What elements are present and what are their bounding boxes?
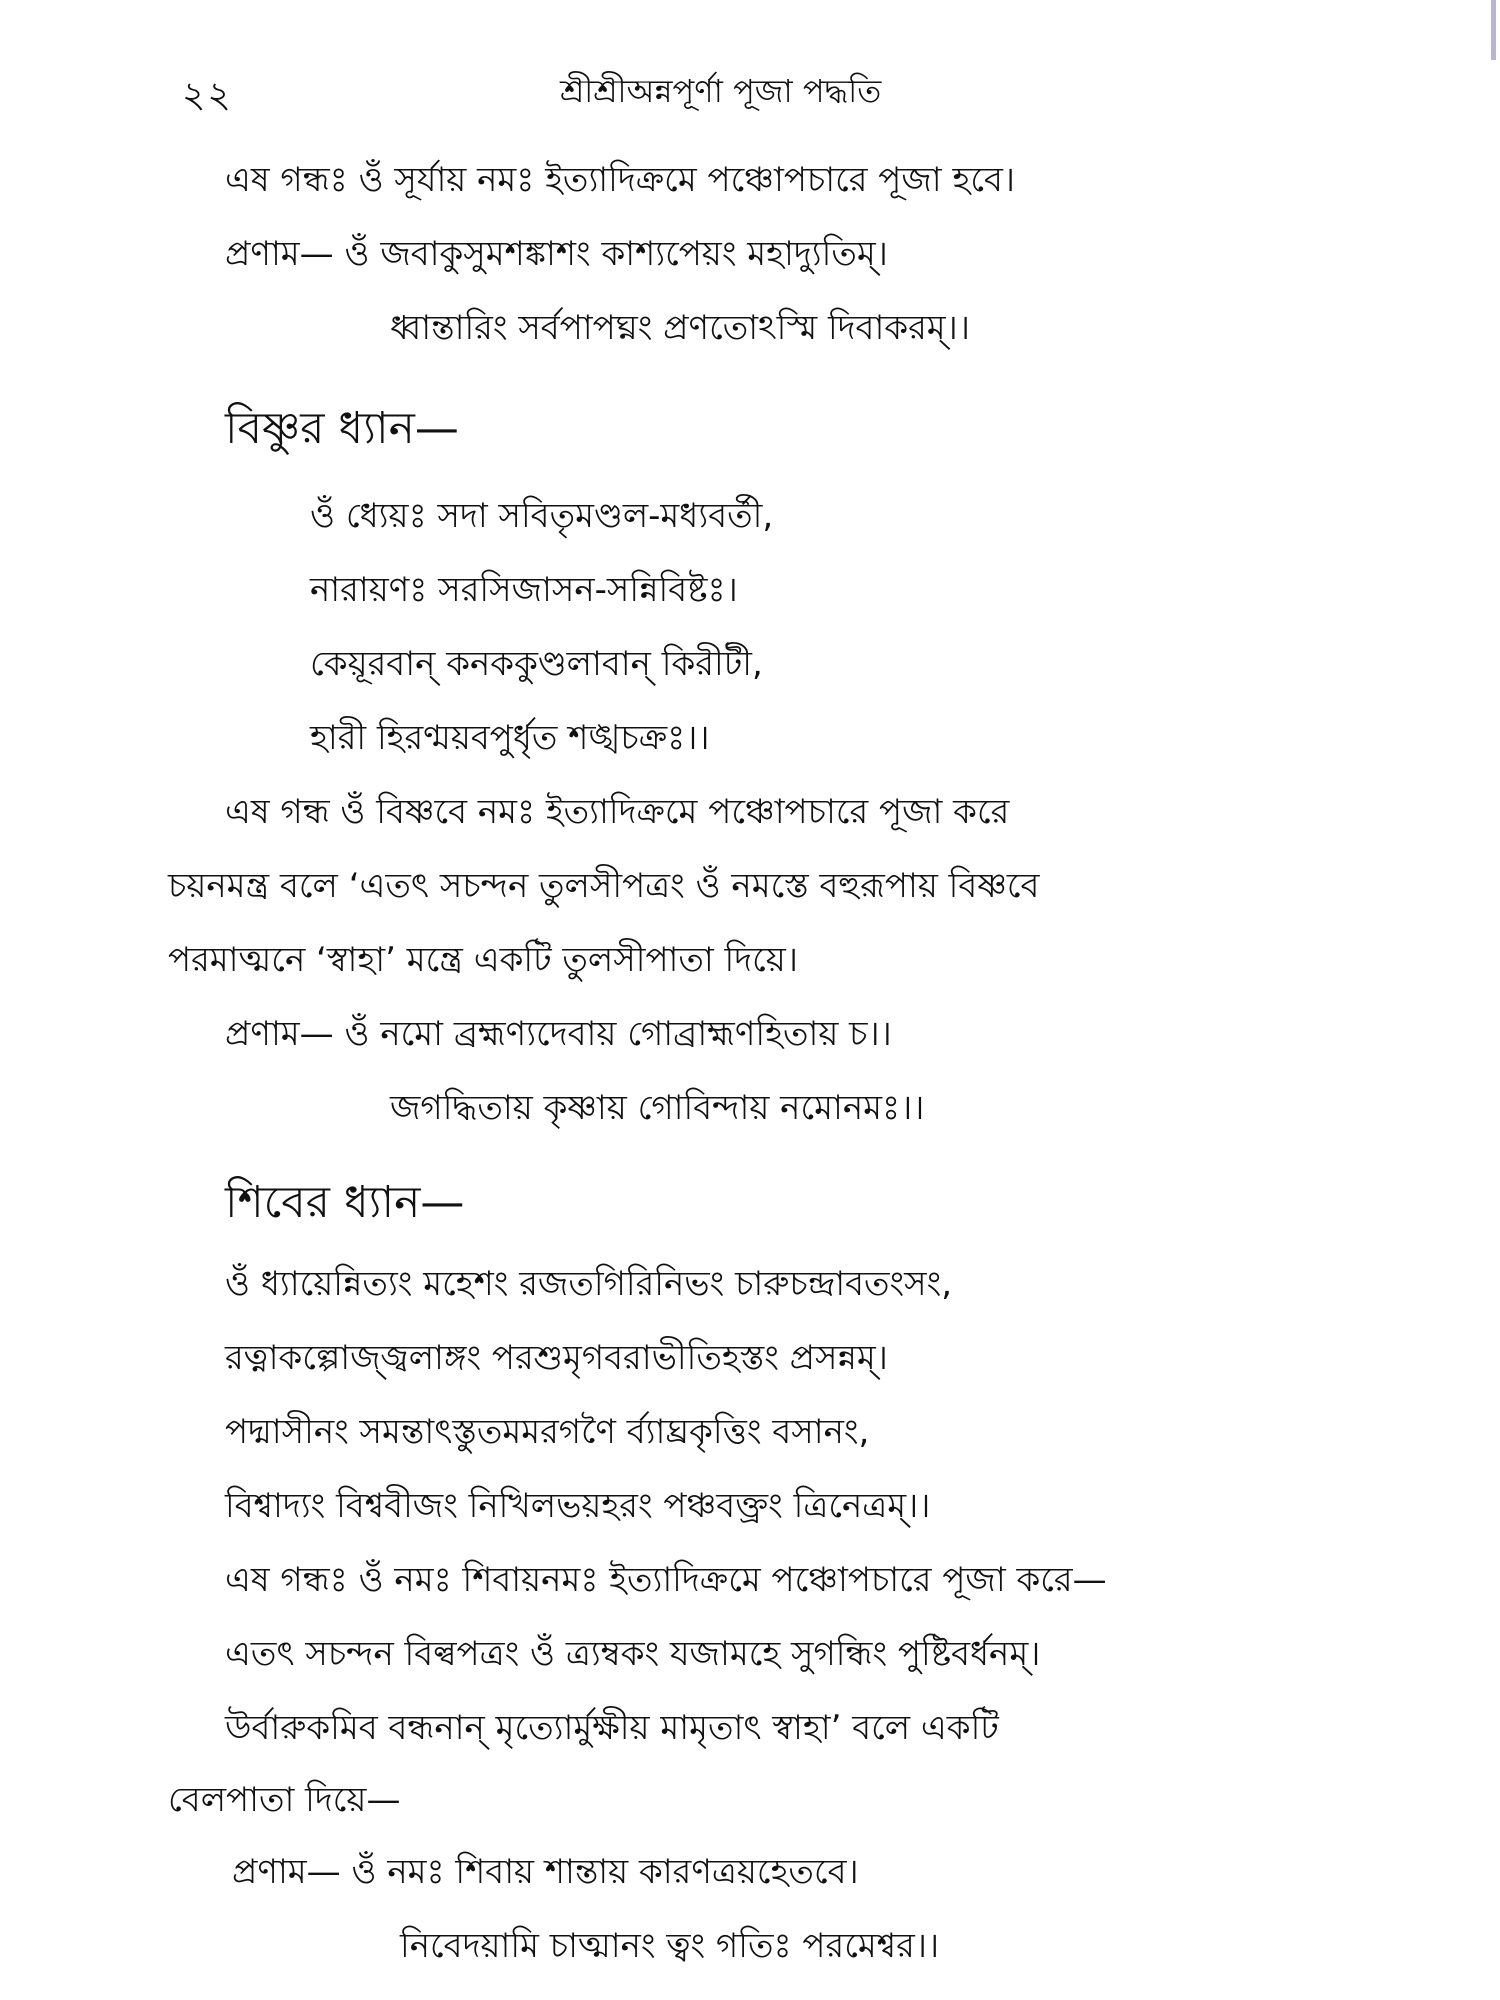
shiva-dhyan-line: রত্নাকল্পোজ্জ্বলাঙ্গং পরশুমৃগবরাভীতিহস্তং প্রসন্নম্।	[225, 1338, 888, 1378]
vishnu-dhyan-heading: বিষ্ণুর ধ্যান—	[225, 403, 459, 454]
vishnu-instruction-line: পরমাত্মনে ‘স্বাহা’ মন্ত্রে একটি তুলসীপাতা দিয়ে।	[168, 940, 798, 980]
shiva-pranam-line-2: নিবেদয়ামি চাত্মানং ত্বং গতিঃ পরমেশ্বর।।	[400, 1926, 940, 1966]
edge-mark	[1491, 0, 1496, 60]
shiva-dhyan-line: ওঁ ধ্যায়েন্নিত্যং মহেশং রজতগিরিনিভং চারুচন্দ্রাবতংসং,	[225, 1264, 953, 1304]
vishnu-pranam-line-2: জগদ্ধিতায় কৃষ্ণায় গোবিন্দায় নমোনমঃ।।	[390, 1088, 925, 1128]
shiva-dhyan-heading: শিবের ধ্যান—	[225, 1177, 465, 1228]
surya-pranam-line: প্রণাম— ওঁ জবাকুসুমশঙ্কাশং কাশ্যপেয়ং মহাদ্যুতিম্।	[225, 234, 888, 274]
shiva-instruction-line: এষ গন্ধঃ ওঁ নমঃ শিবায়নমঃ ইত্যাদিক্রমে পঞ্চোপচারে পূজা করে—	[225, 1560, 1107, 1600]
surya-pranam-line-2: ধ্বান্তারিং সর্বপাপঘ্নং প্রণতোঽস্মি দিবাকরম্।।	[390, 308, 971, 348]
running-title: শ্রীশ্রীঅন্নপূর্ণা পূজা পদ্ধতি	[560, 72, 882, 110]
shiva-instruction-line: বেলপাতা দিয়ে—	[168, 1780, 401, 1820]
shiva-pranam-line: প্রণাম— ওঁ নমঃ শিবায় শান্তায় কারণত্রয়হেতবে।	[232, 1852, 859, 1892]
shiva-instruction-line: এতৎ সচন্দন বিল্বপত্রং ওঁ ত্র্যম্বকং যজামহে সুগন্ধিং পুষ্টিবর্ধনম্।	[225, 1634, 1041, 1674]
vishnu-dhyan-line: ওঁ ধ্যেয়ঃ সদা সবিতৃমণ্ডল-মধ্যবর্তী,	[310, 496, 774, 536]
vishnu-instruction-line: এষ গন্ধ ওঁ বিষ্ণবে নমঃ ইত্যাদিক্রমে পঞ্চোপচারে পূজা করে	[225, 792, 1010, 832]
vishnu-pranam-line: প্রণাম— ওঁ নমো ব্রহ্মণ্যদেবায় গোব্রাহ্মণহিতায় চ।।	[225, 1014, 892, 1054]
vishnu-dhyan-line: কেয়ূরবান্ কনককুণ্ডলাবান্ কিরীটী,	[310, 644, 763, 684]
page-header	[0, 62, 1500, 122]
shiva-dhyan-line: বিশ্বাদ্যং বিশ্ববীজং নিখিলভয়হরং পঞ্চবক্ত্রং ত্রিনেত্রম্।।	[225, 1486, 931, 1526]
surya-offering-line: এষ গন্ধঃ ওঁ সূর্যায় নমঃ ইত্যাদিক্রমে পঞ্চোপচারে পূজা হবে।	[225, 160, 1016, 200]
vishnu-dhyan-line: হারী হিরণ্ময়বপুর্ধৃত শঙ্খচক্রঃ।।	[310, 718, 710, 758]
shiva-instruction-line: উর্বারুকমিব বন্ধনান্ মৃত্যোর্মুক্ষীয় মামৃতাৎ স্বাহা’ বলে একটি	[225, 1708, 999, 1748]
shiva-dhyan-line: পদ্মাসীনং সমন্তাৎস্তুতমমরগণৈ র্ব্যাঘ্রকৃত্তিং বসানং,	[225, 1412, 870, 1452]
page-number: ২২	[182, 75, 233, 116]
vishnu-instruction-line: চয়নমন্ত্র বলে ‘এতৎ সচন্দন তুলসীপত্রং ওঁ নমস্তে বহুরূপায় বিষ্ণবে	[168, 866, 1040, 906]
vishnu-dhyan-line: নারায়ণঃ সরসিজাসন-সন্নিবিষ্টঃ।	[310, 570, 738, 610]
